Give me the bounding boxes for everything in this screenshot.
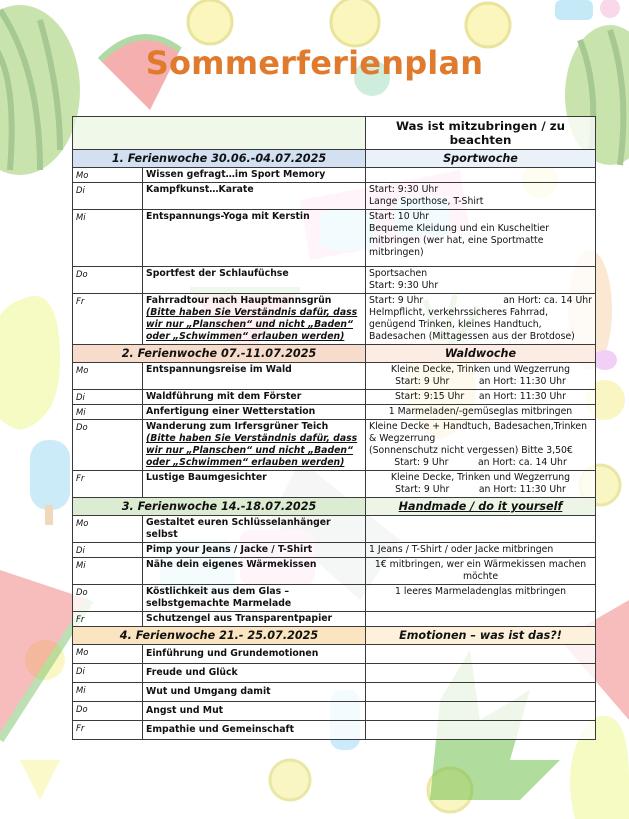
header-blank-cell xyxy=(73,117,366,150)
note-line: Kleine Decke, Trinken und Wegzerrung xyxy=(390,472,571,483)
note-line: Start: 9:15 Uhr an Hort: 11:30 Uhr xyxy=(395,391,566,402)
day-cell: Mo xyxy=(73,516,143,543)
page-title: Sommerferienplan xyxy=(145,44,484,82)
week-theme-text: Handmade / do it yourself xyxy=(398,500,563,513)
activity-title: Wanderung zum Irfersgrüner Teich xyxy=(146,421,329,432)
activity-cell: Freude und Glück xyxy=(143,664,366,683)
note-line: Start: 9:30 Uhr xyxy=(369,184,439,195)
note-line: Kleine Decke + Handtuch, Badesachen,Trinken & Wegzerrung xyxy=(369,421,588,444)
activity-cell xyxy=(143,294,366,345)
day-cell: Di xyxy=(73,390,143,405)
activity-cell: Entspannungsreise im Wald xyxy=(143,363,366,390)
week-label: 3. Ferienwoche 14.-18.07.2025 xyxy=(73,498,366,516)
day-cell: Mo xyxy=(73,363,143,390)
note-line: Start: 10 Uhr xyxy=(369,211,430,222)
note-line: Start: 9:30 Uhr xyxy=(369,280,439,291)
week-label: 2. Ferienwoche 07.-11.07.2025 xyxy=(73,345,366,363)
table-row xyxy=(73,721,596,740)
day-cell: Do xyxy=(73,267,143,294)
day-cell: Mo xyxy=(73,168,143,183)
week-header-row xyxy=(73,498,596,516)
week-header-row xyxy=(73,627,596,645)
notes-cell xyxy=(366,168,596,183)
table-row xyxy=(73,405,596,420)
week-header-row xyxy=(73,345,596,363)
day-cell: Fr xyxy=(73,612,143,627)
table-row xyxy=(73,645,596,664)
activity-cell: Lustige Baumgesichter xyxy=(143,471,366,498)
day-cell: Di xyxy=(73,543,143,558)
day-cell: Fr xyxy=(73,471,143,498)
table-row xyxy=(73,168,596,183)
notes-cell xyxy=(366,516,596,543)
week-label: 1. Ferienwoche 30.06.-04.07.2025 xyxy=(73,150,366,168)
notes-cell xyxy=(366,363,596,390)
table-row xyxy=(73,558,596,585)
activity-cell: Waldführung mit dem Förster xyxy=(143,390,366,405)
table-row xyxy=(73,683,596,702)
table-row xyxy=(73,363,596,390)
activity-cell: Angst und Mut xyxy=(143,702,366,721)
notes-cell xyxy=(366,585,596,612)
notes-cell xyxy=(366,702,596,721)
note-line: Start: 9 Uhr an Hort: 11:30 Uhr xyxy=(395,484,566,495)
header-notes-label: Was ist mitzubringen / zu beachten xyxy=(366,117,596,150)
activity-cell: Entspannungs-Yoga mit Kerstin xyxy=(143,210,366,267)
activity-cell: Nähe dein eigenes Wärmekissen xyxy=(143,558,366,585)
activity-cell: Gestaltet euren Schlüsselanhänger selbst xyxy=(143,516,366,543)
day-cell: Di xyxy=(73,664,143,683)
week-header-row xyxy=(73,150,596,168)
note-line: (Sonnenschutz nicht vergessen) Bitte 3,50€ xyxy=(369,445,573,456)
note-line: Helmpflicht, verkehrssicheres Fahrrad, genügend Trinken, kleines Handtuch, Badesachen (Mittagessen aus der Brotdose) xyxy=(369,307,575,342)
notes-cell xyxy=(366,543,596,558)
notes-cell xyxy=(366,721,596,740)
table-row xyxy=(73,390,596,405)
notes-cell xyxy=(366,183,596,210)
day-cell: Mi xyxy=(73,558,143,585)
table-row xyxy=(73,702,596,721)
table-row xyxy=(73,664,596,683)
pear-icon xyxy=(0,296,60,430)
table-row xyxy=(73,267,596,294)
notes-cell xyxy=(366,294,596,345)
notes-cell xyxy=(366,210,596,267)
note-line: Bequeme Kleidung und ein Kuscheltier mitbringen (wer hat, eine Sportmatte mitbringen) xyxy=(369,223,550,258)
activity-cell: Sportfest der Schlaufüchse xyxy=(143,267,366,294)
table-row xyxy=(73,420,596,471)
notes-cell xyxy=(366,267,596,294)
note-line: Kleine Decke, Trinken und Wegzerrung xyxy=(390,364,571,375)
day-cell: Do xyxy=(73,420,143,471)
popsicle-icon xyxy=(555,0,620,20)
table-row xyxy=(73,183,596,210)
notes-cell xyxy=(366,420,596,471)
notes-cell xyxy=(366,664,596,683)
week-theme: Emotionen – was ist das?! xyxy=(366,627,596,645)
notes-cell xyxy=(366,471,596,498)
week-label: 4. Ferienwoche 21.- 25.07.2025 xyxy=(73,627,366,645)
week-theme xyxy=(366,498,596,516)
table-row xyxy=(73,294,596,345)
table-row xyxy=(73,210,596,267)
activity-cell xyxy=(143,420,366,471)
activity-cell: Kampfkunst…Karate xyxy=(143,183,366,210)
return-time: an Hort: ca. 14 Uhr xyxy=(503,295,592,306)
table-row xyxy=(73,471,596,498)
notes-cell xyxy=(366,558,596,585)
note-line: 1 leeres Marmeladenglas mitbringen xyxy=(395,586,566,597)
day-cell: Fr xyxy=(73,294,143,345)
week-theme: Sportwoche xyxy=(366,150,596,168)
day-cell: Mi xyxy=(73,683,143,702)
week-theme: Waldwoche xyxy=(366,345,596,363)
day-cell: Di xyxy=(73,183,143,210)
activity-cell: Empathie und Gemeinschaft xyxy=(143,721,366,740)
lemon-icon xyxy=(20,760,60,800)
day-cell: Mo xyxy=(73,645,143,664)
day-cell: Mi xyxy=(73,210,143,267)
note-line: Sportsachen xyxy=(369,268,428,279)
watermelon-icon xyxy=(0,5,80,175)
table-row xyxy=(73,516,596,543)
note-line: Start: 9 Uhr an Hort: 11:30 Uhr xyxy=(395,376,566,387)
table-row xyxy=(73,543,596,558)
note-line: 1 Marmeladen/-gemüseglas mitbringen xyxy=(388,406,573,417)
table-row xyxy=(73,585,596,612)
day-cell: Do xyxy=(73,702,143,721)
activity-cell: Einführung und Grundemotionen xyxy=(143,645,366,664)
swimming-warning: (Bitte haben Sie Verständnis dafür, dass wir nur „Planschen“ und nicht „Baden“ oder „Schwimmen“ erlauben werden) xyxy=(146,433,358,468)
notes-cell xyxy=(366,612,596,627)
activity-cell: Anfertigung einer Wetterstation xyxy=(143,405,366,420)
popsicle-icon xyxy=(30,440,70,525)
activity-cell: Köstlichkeit aus dem Glas – selbstgemachte Marmelade xyxy=(143,585,366,612)
note-line: 1€ mitbringen, wer ein Wärmekissen machen möchte xyxy=(374,559,587,582)
table-header-row xyxy=(73,117,596,150)
activity-cell: Wissen gefragt…im Sport Memory xyxy=(143,168,366,183)
activity-cell: Wut und Umgang damit xyxy=(143,683,366,702)
table-row xyxy=(73,612,596,627)
note-line: Start: 9 Uhr an Hort: ca. 14 Uhr xyxy=(394,457,567,468)
day-cell: Fr xyxy=(73,721,143,740)
start-time: Start: 9 Uhr xyxy=(369,295,424,306)
note-line: 1 Jeans / T-Shirt / oder Jacke mitbringen xyxy=(369,544,554,555)
day-cell: Mi xyxy=(73,405,143,420)
swimming-warning: (Bitte haben Sie Verständnis dafür, dass wir nur „Planschen“ und nicht „Baden“ oder „Schwimmen“ erlauben werden) xyxy=(146,307,358,342)
activity-cell: Schutzengel aus Transparentpapier xyxy=(143,612,366,627)
notes-cell xyxy=(366,390,596,405)
holiday-schedule-table xyxy=(72,116,596,740)
day-cell: Do xyxy=(73,585,143,612)
notes-cell xyxy=(366,683,596,702)
notes-cell xyxy=(366,645,596,664)
activity-cell: Pimp your Jeans / Jacke / T-Shirt xyxy=(143,543,366,558)
note-line: Lange Sporthose, T-Shirt xyxy=(369,196,484,207)
activity-title: Fahrradtour nach Hauptmannsgrün xyxy=(146,295,332,306)
notes-cell xyxy=(366,405,596,420)
